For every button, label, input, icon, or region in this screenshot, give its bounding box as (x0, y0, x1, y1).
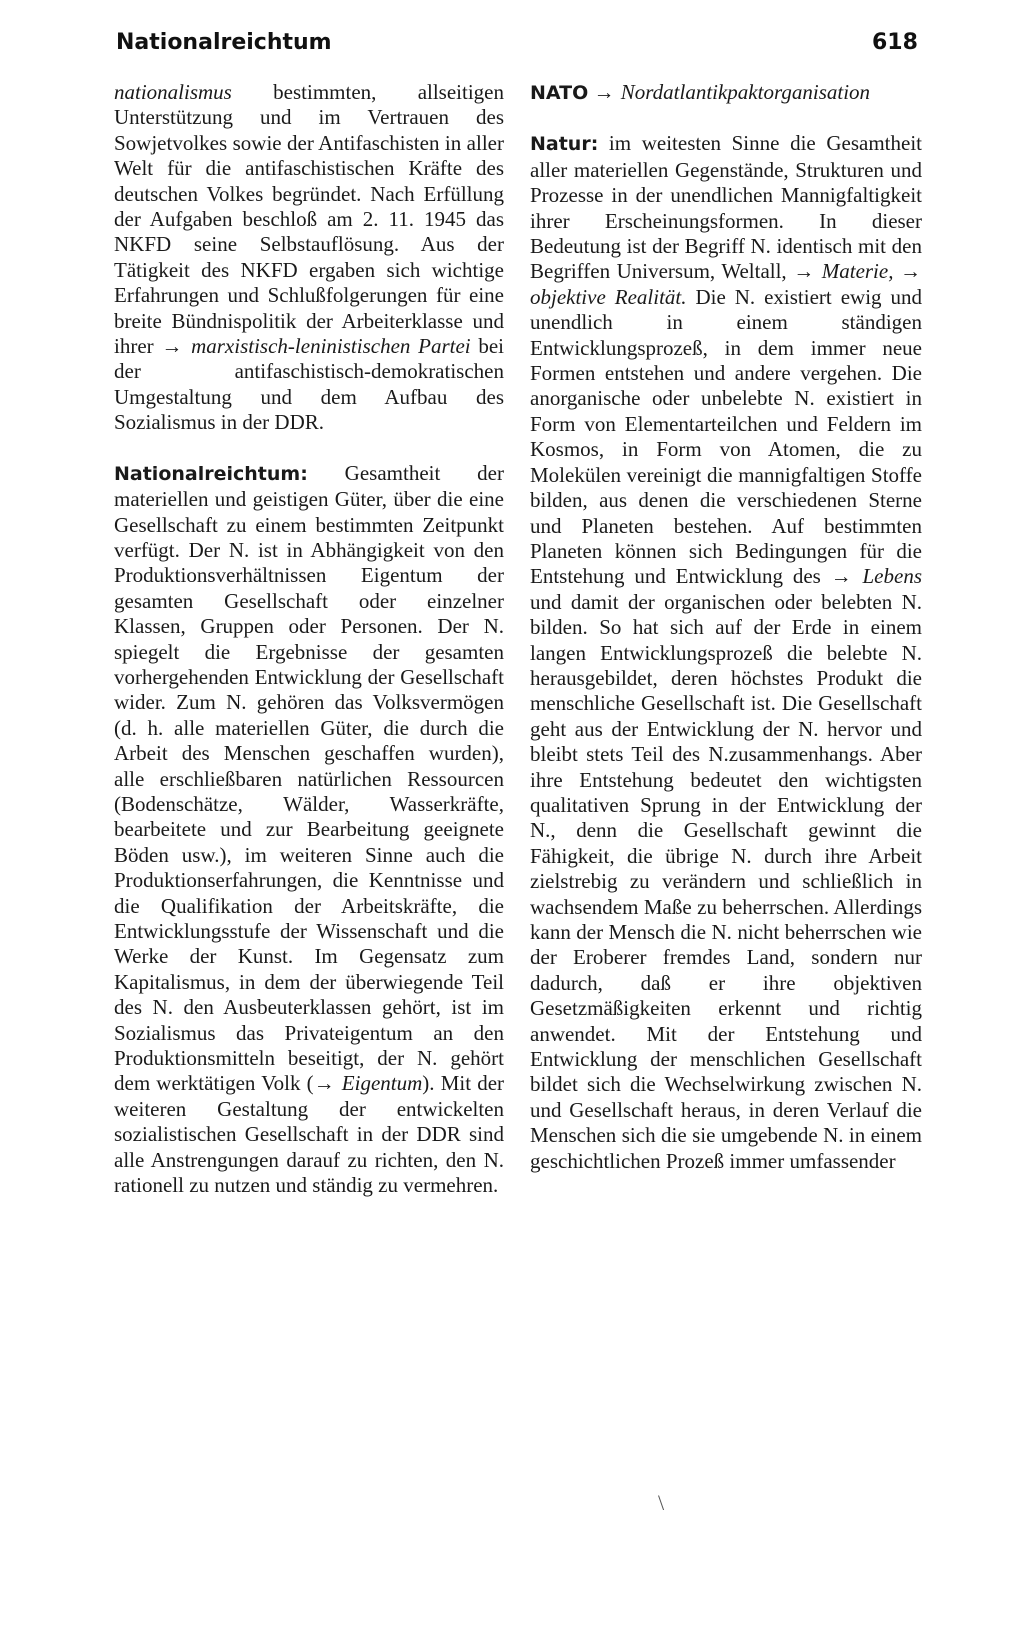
cross-reference-arrow-icon: → (593, 80, 616, 104)
entry-continuation (114, 80, 504, 436)
cross-reference-link-materie[interactable]: Materie, (815, 259, 900, 284)
entry-text-end: und damit der organischen oder belebten N. bilden. So hat sich auf der Erde in einem langen Entwicklungsprozeß die belebte N. herausgebildet, deren höchstes Produkt die menschliche Gesellschaft ist. Die Gesellschaft geht aus der Entwicklung der N. hervor und bleibt stets Teil des N.zusammenhangs. Aber ihre Entstehung bedeutet den wichtigsten qualitativen Sprung in der Entwicklung der N., denn die Gesellschaft gewinnt die Fähigkeit, die übrige N. durch ihre Arbeit zielstrebig zu verändern und schließlich in wachsendem Maße zu beherrschen. Allerdings kann der Mensch die N. nicht beherrschen wie der Eroberer fremdes Land, sondern nur dadurch, daß er ihre objektiven Gesetzmäßigkeiten erkennt und richtig anwendet. Mit der Entstehung und Entwicklung der menschlichen Gesellschaft bildet sich die Wechselwirkung zwischen N. und Gesellschaft heraus, in deren Verlauf die Menschen sich die sie umgebende N. in einem geschichtlichen Prozeß immer umfassender (530, 589, 922, 1173)
entry-nationalreichtum (114, 461, 504, 1199)
running-head-term: Nationalreichtum (116, 30, 332, 55)
entry-term: Natur: (530, 133, 599, 156)
cross-reference-arrow-icon: → (161, 334, 184, 359)
entry-text: im weitesten Sinne die Gesamtheit aller materiellen Gegenstände, Strukturen und Prozesse in der unendlichen Mannigfaltigkeit ihrer Erscheinungsformen. In dieser Bedeutung ist der Begriff N. identisch mit den Begriffen Universum, Weltall, (530, 131, 922, 284)
entry-text-mid: Die N. existiert ewig und unendlich in einem ständigen Entwicklungsprozeß, in dem immer neue Formen entstehen und andere vergehen. Die anorganische oder unbelebte N. existiert in Form von Elementarteilchen und Feldern im Kosmos, in Form von Atomen, die zu Molekülen vereinigt die mannigfaltigen Stoffe bilden, aus denen die verschiedenen Sterne und Planeten bestehen. Auf bestimmten Planeten können sich Bedingungen für die Entstehung und Entwicklung des (530, 284, 922, 589)
cross-reference-link[interactable]: Nordatlantikpaktorganisation (615, 80, 871, 104)
cross-reference-link[interactable]: marxistisch-leninistischen Partei (183, 334, 471, 359)
entry-nato (530, 80, 922, 106)
entry-continuation-text: bestimmten, allseitigen Unterstützung und im Vertrauen des Sowjetvolkes sowie der Antifaschisten in aller Welt für die antifaschistischen Kräfte des deutschen Volkes begründet. Nach Erfüllung der Aufgaben beschloß am 2. 11. 1945 das NKFD seine Selbstauflösung. Aus der Tätigkeit des NKFD ergaben sich wichtige Erfahrungen und Schlußfolgerungen für eine breite Bündnispolitik der Arbeiterklasse und ihrer (114, 80, 504, 359)
entry-text: Gesamtheit der materiellen und geistigen Güter, über die eine Gesellschaft zu einem bestimmten Zeitpunkt verfügt. Der N. ist in Abhängigkeit von den Produktionsverhältnissen Eigentum der gesamten Gesellschaft oder einzelner Klassen, Gruppen oder Personen. Der N. spiegelt die Ergebnisse der gesamten vorhergehenden Entwicklung der Gesellschaft wider. Zum N. gehören das Volksvermögen (d. h. alle materiellen Güter, die durch die Arbeit des Menschen geschaffen wurden), alle erschließbaren natürlichen Ressourcen (Bodenschätze, Wälder, Wasserkräfte, bearbeitete und zur Bearbeitung geeignete Böden usw.), im weiteren Sinne auch die Produktionserfahrungen, die Kenntnisse und die Qualifikation der Arbeitskräfte, die Entwicklungsstufe der Wissenschaft und die Werke der Kunst. Im Gegensatz zum Kapitalismus, in dem der überwiegende Teil des N. den Ausbeuterklassen gehört, ist im Sozialismus das Privateigentum an den Produktionsmitteln beseitigt, der N. gehört dem werktätigen Volk ( (114, 460, 504, 1096)
entry-continuation-text-end: bei der antifaschistisch-demokratischen Umgestaltung und dem Aufbau des Sozialismus in der DDR. (114, 334, 505, 435)
left-column (114, 80, 504, 1198)
cross-reference-arrow-icon: → (830, 564, 853, 589)
cross-reference-link[interactable]: Eigentum (335, 1071, 423, 1096)
cross-reference-arrow-icon: → (793, 259, 816, 284)
cross-reference-arrow-icon: → (900, 259, 922, 284)
cross-reference-link-lebens[interactable]: Lebens (852, 564, 922, 589)
entry-term: NATO (530, 82, 589, 104)
stray-pen-mark-icon: \ (658, 1490, 665, 1515)
entry-natur (530, 131, 922, 1174)
entry-continuation-lead: nationalismus (114, 80, 232, 104)
page-number: 618 (872, 30, 918, 55)
entry-text-end: ). Mit der weiteren Gestaltung der entwickelten sozialistischen Gesellschaft in der DDR sind alle Anstrengungen darauf zu richten, den N. rationell zu nutzen und ständig zu vermehren. (114, 1071, 505, 1198)
cross-reference-link-realitaet[interactable]: objektive Realität. (530, 284, 687, 309)
cross-reference-arrow-icon: → (313, 1071, 336, 1096)
entry-term: Nationalreichtum: (114, 462, 308, 485)
right-column (530, 80, 922, 1174)
